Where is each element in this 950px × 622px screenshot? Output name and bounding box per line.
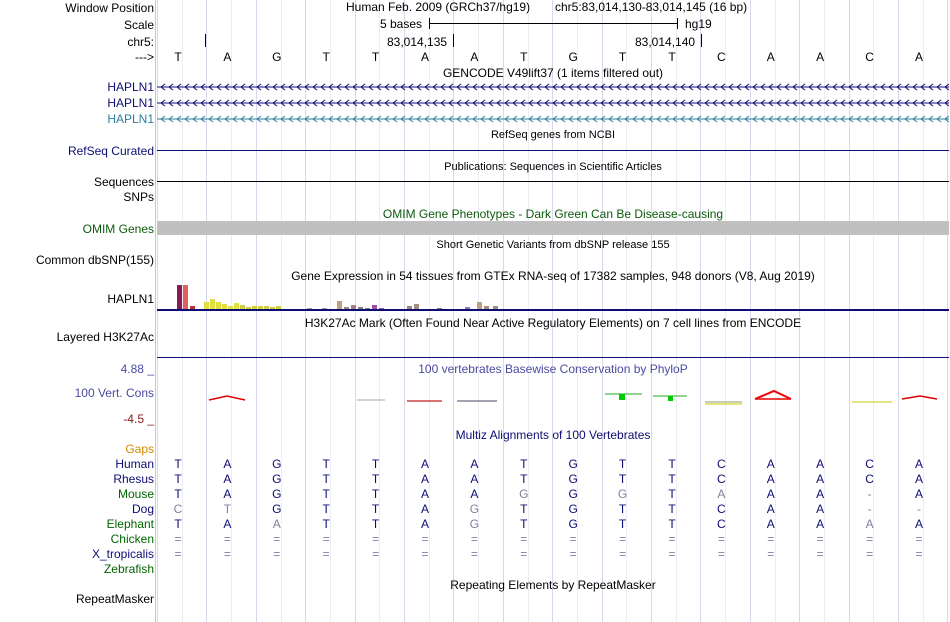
aligned-base: =: [619, 547, 627, 561]
aligned-base: T: [223, 502, 232, 516]
aligned-base: T: [322, 457, 330, 471]
aligned-base: A: [914, 517, 923, 531]
aligned-base: T: [371, 472, 380, 486]
aligned-base: A: [766, 502, 775, 516]
aligned-base: T: [668, 487, 676, 501]
species-label[interactable]: Mouse: [117, 487, 154, 501]
aligned-base: G: [568, 502, 578, 516]
aligned-base: T: [322, 502, 330, 516]
gaps-label[interactable]: Gaps: [125, 442, 154, 456]
aligned-base: C: [717, 472, 726, 486]
aligned-base: T: [668, 502, 676, 516]
aligned-base: -: [917, 502, 921, 516]
aligned-base: A: [816, 487, 825, 501]
aligned-base: A: [223, 517, 232, 531]
refseq-label[interactable]: RefSeq Curated: [67, 144, 154, 158]
aligned-base: A: [470, 457, 479, 471]
refseq-track-title[interactable]: RefSeq genes from NCBI: [490, 129, 616, 141]
aligned-base: A: [914, 487, 923, 501]
gencode-item-label[interactable]: HAPLN1: [107, 96, 154, 110]
assembly-text: Human Feb. 2009 (GRCh37/hg19): [346, 0, 531, 14]
aligned-base: A: [766, 457, 775, 471]
tick-mark: [205, 34, 206, 47]
aligned-base: A: [420, 457, 429, 471]
cons-label[interactable]: 100 Vert. Cons: [74, 386, 154, 400]
aligned-base: A: [816, 517, 825, 531]
scale-label: Scale: [123, 18, 154, 32]
aligned-base: A: [223, 457, 232, 471]
aligned-base: A: [223, 472, 232, 486]
aligned-base: =: [174, 532, 182, 546]
aligned-base: A: [470, 487, 479, 501]
aligned-base: T: [520, 517, 528, 531]
tick-mark: [453, 34, 454, 47]
aligned-base: T: [520, 502, 528, 516]
aligned-base: G: [519, 487, 529, 501]
aligned-base: =: [569, 547, 577, 561]
aligned-base: =: [223, 547, 231, 561]
aligned-base: T: [371, 502, 380, 516]
snps-label[interactable]: SNPs: [123, 190, 154, 204]
aligned-base: A: [420, 472, 429, 486]
strand-label: --->: [135, 50, 154, 64]
aligned-base: =: [816, 532, 824, 546]
base-letter: T: [668, 50, 676, 64]
aligned-base: A: [272, 517, 281, 531]
window-position-label: Window Position: [65, 1, 154, 15]
coord-label-1: 83,014,135: [387, 35, 448, 49]
aligned-base: C: [173, 502, 183, 516]
aligned-base: =: [915, 532, 923, 546]
aligned-base: T: [371, 517, 380, 531]
base-letter: T: [618, 50, 627, 64]
label-column-border: [155, 0, 156, 622]
aligned-base: A: [223, 487, 232, 501]
aligned-base: A: [816, 472, 825, 486]
publications-track-title[interactable]: Publications: Sequences in Scientific Articles: [444, 161, 662, 173]
aligned-base: T: [668, 517, 676, 531]
aligned-base: G: [568, 517, 578, 531]
aligned-base: =: [619, 532, 627, 546]
aligned-base: T: [322, 472, 330, 486]
aligned-base: C: [717, 517, 726, 531]
omim-track-title[interactable]: OMIM Gene Phenotypes - Dark Green Can Be Disease-causing: [382, 207, 724, 221]
aligned-base: T: [174, 487, 182, 501]
species-label[interactable]: Dog: [131, 502, 154, 516]
scale-db: hg19: [685, 17, 712, 31]
chrom-label: chr5:: [127, 35, 154, 49]
aligned-base: =: [421, 547, 429, 561]
base-letter: T: [520, 50, 528, 64]
aligned-base: G: [469, 502, 480, 516]
aligned-base: =: [273, 547, 281, 561]
aligned-base: A: [914, 472, 923, 486]
species-label[interactable]: Rhesus: [113, 472, 154, 486]
scale-text: 5 bases: [380, 17, 423, 31]
aligned-base: T: [322, 487, 330, 501]
aligned-base: A: [766, 517, 775, 531]
aligned-base: T: [174, 457, 182, 471]
aligned-base: T: [371, 457, 380, 471]
aligned-base: A: [766, 472, 775, 486]
base-letter: A: [223, 50, 232, 64]
aligned-base: G: [272, 487, 282, 501]
aligned-base: G: [568, 487, 578, 501]
aligned-base: T: [618, 517, 627, 531]
aligned-base: =: [520, 532, 528, 546]
aligned-base: =: [668, 532, 676, 546]
aligned-base: =: [866, 532, 874, 546]
base-letter: T: [322, 50, 330, 64]
base-letter: G: [272, 50, 282, 64]
cons-max-label: 4.88 _: [120, 362, 154, 376]
aligned-base: =: [273, 532, 281, 546]
aligned-base: =: [470, 532, 478, 546]
omim-feature-bar[interactable]: [157, 221, 949, 235]
aligned-base: A: [420, 517, 429, 531]
cons-wiggle-plot[interactable]: [157, 385, 949, 415]
aligned-base: T: [618, 457, 627, 471]
aligned-base: =: [915, 547, 923, 561]
omim-label[interactable]: OMIM Genes: [82, 222, 154, 236]
base-letter: C: [865, 50, 874, 64]
aligned-base: C: [865, 472, 874, 486]
scale-bar: [429, 17, 679, 31]
aligned-base: =: [569, 532, 577, 546]
aligned-base: A: [470, 472, 479, 486]
publications-line[interactable]: [157, 181, 949, 182]
aligned-base: -: [867, 502, 872, 516]
refseq-gene-line[interactable]: [157, 150, 949, 151]
base-letter: T: [174, 50, 182, 64]
aligned-base: =: [322, 547, 330, 561]
base-letter: G: [568, 50, 578, 64]
aligned-base: =: [816, 547, 824, 561]
dbsnp-track-title[interactable]: Short Genetic Variants from dbSNP release 155: [436, 239, 670, 251]
aligned-base: =: [470, 547, 478, 561]
aligned-base: =: [223, 532, 231, 546]
cons-min-label: -4.5 _: [123, 412, 154, 426]
aligned-base: C: [717, 457, 726, 471]
aligned-base: =: [322, 532, 330, 546]
species-label[interactable]: Chicken: [110, 532, 154, 546]
aligned-base: A: [816, 502, 825, 516]
aligned-base: =: [717, 547, 725, 561]
gtex-gene-label[interactable]: HAPLN1: [107, 292, 154, 306]
species-label[interactable]: Human: [115, 457, 154, 471]
aligned-base: A: [766, 487, 775, 501]
aligned-base: C: [865, 457, 874, 471]
sequences-label[interactable]: Sequences: [93, 175, 154, 189]
h3k27ac-label[interactable]: Layered H3K27Ac: [56, 330, 154, 344]
h3k27ac-baseline: [157, 357, 949, 358]
gencode-gene-features[interactable]: [157, 80, 949, 126]
species-label[interactable]: Zebrafish: [103, 562, 154, 576]
aligned-base: T: [174, 517, 182, 531]
aligned-base: =: [668, 547, 676, 561]
aligned-base: G: [568, 472, 578, 486]
aligned-base: T: [322, 517, 330, 531]
gencode-item-label[interactable]: HAPLN1: [107, 112, 154, 126]
aligned-base: C: [717, 502, 726, 516]
aligned-base: A: [914, 457, 923, 471]
aligned-base: G: [469, 517, 480, 531]
gencode-item-label[interactable]: HAPLN1: [107, 80, 154, 94]
base-letter: C: [717, 50, 726, 64]
tick-mark: [701, 34, 702, 47]
base-letter: A: [420, 50, 429, 64]
aligned-base: G: [617, 487, 628, 501]
gtex-track-title[interactable]: Gene Expression in 54 tissues from GTEx RNA-seq of 17382 samples, 948 donors (V8, Aug 2019): [291, 269, 815, 283]
aligned-base: =: [174, 547, 182, 561]
aligned-base: G: [568, 457, 578, 471]
aligned-base: T: [371, 487, 380, 501]
aligned-base: G: [272, 502, 282, 516]
aligned-base: A: [420, 487, 429, 501]
repeat-track-title[interactable]: Repeating Elements by RepeatMasker: [450, 578, 656, 592]
aligned-base: T: [668, 457, 676, 471]
base-letter: A: [766, 50, 775, 64]
coord-label-2: 83,014,140: [635, 35, 696, 49]
species-label[interactable]: Elephant: [106, 517, 154, 531]
aligned-base: -: [867, 487, 872, 501]
gencode-track-title[interactable]: GENCODE V49lift37 (1 items filtered out): [442, 66, 664, 80]
aligned-base: =: [767, 532, 775, 546]
aligned-base: =: [717, 532, 725, 546]
aligned-base: A: [717, 487, 726, 501]
h3k27ac-track-title[interactable]: H3K27Ac Mark (Often Found Near Active Regulatory Elements) on 7 cell lines from ENCODE: [304, 316, 802, 330]
aligned-base: T: [520, 457, 528, 471]
gtex-expression-bars[interactable]: [157, 283, 949, 313]
aligned-base: =: [520, 547, 528, 561]
aligned-base: A: [420, 502, 429, 516]
repeat-label[interactable]: RepeatMasker: [75, 592, 154, 606]
aligned-base: T: [668, 472, 676, 486]
aligned-base: =: [421, 532, 429, 546]
base-letter: A: [914, 50, 923, 64]
multiz-track-title[interactable]: Multiz Alignments of 100 Vertebrates: [455, 428, 651, 442]
aligned-base: =: [767, 547, 775, 561]
dbsnp-label[interactable]: Common dbSNP(155): [35, 253, 154, 267]
aligned-base: A: [865, 517, 874, 531]
aligned-base: T: [618, 472, 627, 486]
base-letter: T: [371, 50, 380, 64]
position-text: chr5:83,014,130-83,014,145 (16 bp): [555, 0, 748, 14]
species-label[interactable]: X_tropicalis: [91, 547, 154, 561]
aligned-base: =: [372, 532, 380, 546]
aligned-base: T: [174, 472, 182, 486]
aligned-base: =: [866, 547, 874, 561]
aligned-base: G: [272, 472, 282, 486]
cons-track-title[interactable]: 100 vertebrates Basewise Conservation by PhyloP: [418, 362, 688, 376]
aligned-base: T: [520, 472, 528, 486]
base-letter: A: [816, 50, 825, 64]
aligned-base: T: [618, 502, 627, 516]
base-letter: A: [470, 50, 479, 64]
aligned-base: =: [372, 547, 380, 561]
aligned-base: G: [272, 457, 282, 471]
aligned-base: A: [816, 457, 825, 471]
